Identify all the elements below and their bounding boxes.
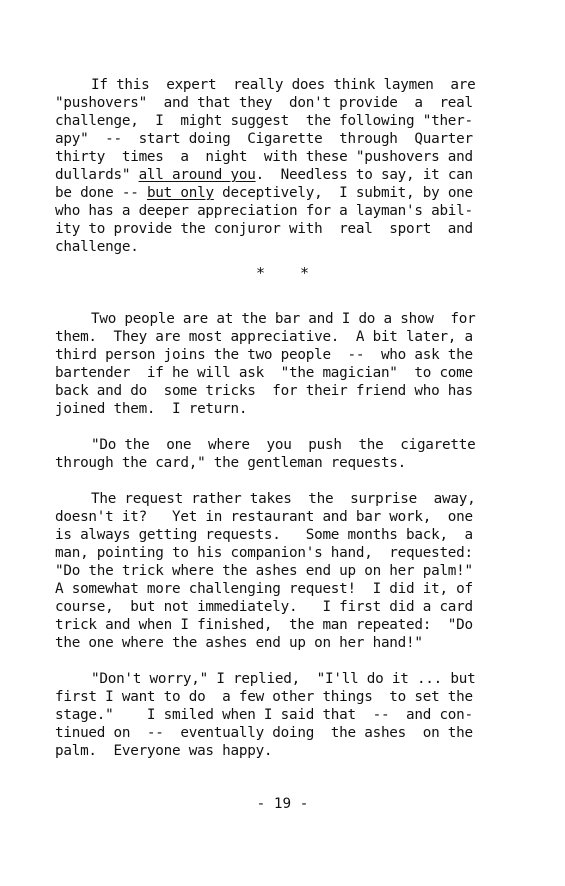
text-line: doesn't it? Yet in restaurant and bar work, one <box>55 509 473 525</box>
text-line <box>55 184 510 202</box>
text-line: first I want to do a few other things to set the <box>55 689 473 705</box>
text-line: thirty times a night with these "pushovers and <box>55 149 473 165</box>
paragraph-2 <box>55 310 510 418</box>
text-line: palm. Everyone was happy. <box>55 743 273 759</box>
text-line: course, but not immediately. I first did a card <box>55 599 473 615</box>
text-line: joined them. I return. <box>55 401 248 417</box>
page-number: - 19 - <box>256 796 309 812</box>
text-line: If this expert really does think laymen are <box>91 77 476 93</box>
text-fragment: deceptively, I submit, by one <box>213 185 473 201</box>
page-body <box>55 76 510 760</box>
text-line: apy" -- start doing Cigarette through Quarter <box>55 131 473 147</box>
text-line: back and do some tricks for their friend who has <box>55 383 473 399</box>
paragraph-3 <box>55 436 510 472</box>
text-line: stage." I smiled when I said that -- and con- <box>55 707 473 723</box>
text-line: who has a deeper appreciation for a layman's abil- <box>55 203 473 219</box>
paragraph-4 <box>55 490 510 652</box>
paragraph-1 <box>55 76 510 256</box>
underlined-phrase: but only <box>146 185 214 201</box>
underlined-phrase: all around you <box>138 167 256 183</box>
text-line: third person joins the two people -- who ask the <box>55 347 473 363</box>
text-line: Two people are at the bar and I do a show for <box>91 311 476 327</box>
text-line: trick and when I finished, the man repeated: "Do <box>55 617 473 633</box>
text-line: through the card," the gentleman requests. <box>55 455 407 471</box>
text-fragment: dullards" <box>55 167 139 183</box>
text-line: "Don't worry," I replied, "I'll do it ... but <box>91 671 476 687</box>
text-line: the one where the ashes end up on her hand!" <box>55 635 423 651</box>
text-line: The request rather takes the surprise away, <box>91 491 476 507</box>
text-fragment: be done -- <box>55 185 147 201</box>
text-line: bartender if he will ask "the magician" to come <box>55 365 473 381</box>
separator-star: * <box>255 264 266 282</box>
text-line: tinued on -- eventually doing the ashes on the <box>55 725 473 741</box>
text-line: is always getting requests. Some months back, a <box>55 527 473 543</box>
text-line: "Do the one where you push the cigarette <box>91 437 476 453</box>
text-line: "pushovers" and that they don't provide a real <box>55 95 473 111</box>
text-line <box>55 166 510 184</box>
section-separator <box>55 264 510 282</box>
text-line: A somewhat more challenging request! I did it, of <box>55 581 473 597</box>
text-line: challenge. <box>55 239 139 255</box>
text-fragment: . Needless to say, it can <box>255 167 473 183</box>
text-line: "Do the trick where the ashes end up on her palm!" <box>55 563 473 579</box>
text-line: them. They are most appreciative. A bit later, a <box>55 329 473 345</box>
text-line: challenge, I might suggest the following "ther- <box>55 113 473 129</box>
text-line: man, pointing to his companion's hand, requested: <box>55 545 473 561</box>
text-line: ity to provide the conjuror with real sport and <box>55 221 473 237</box>
separator-star: * <box>299 264 310 282</box>
paragraph-5 <box>55 670 510 760</box>
